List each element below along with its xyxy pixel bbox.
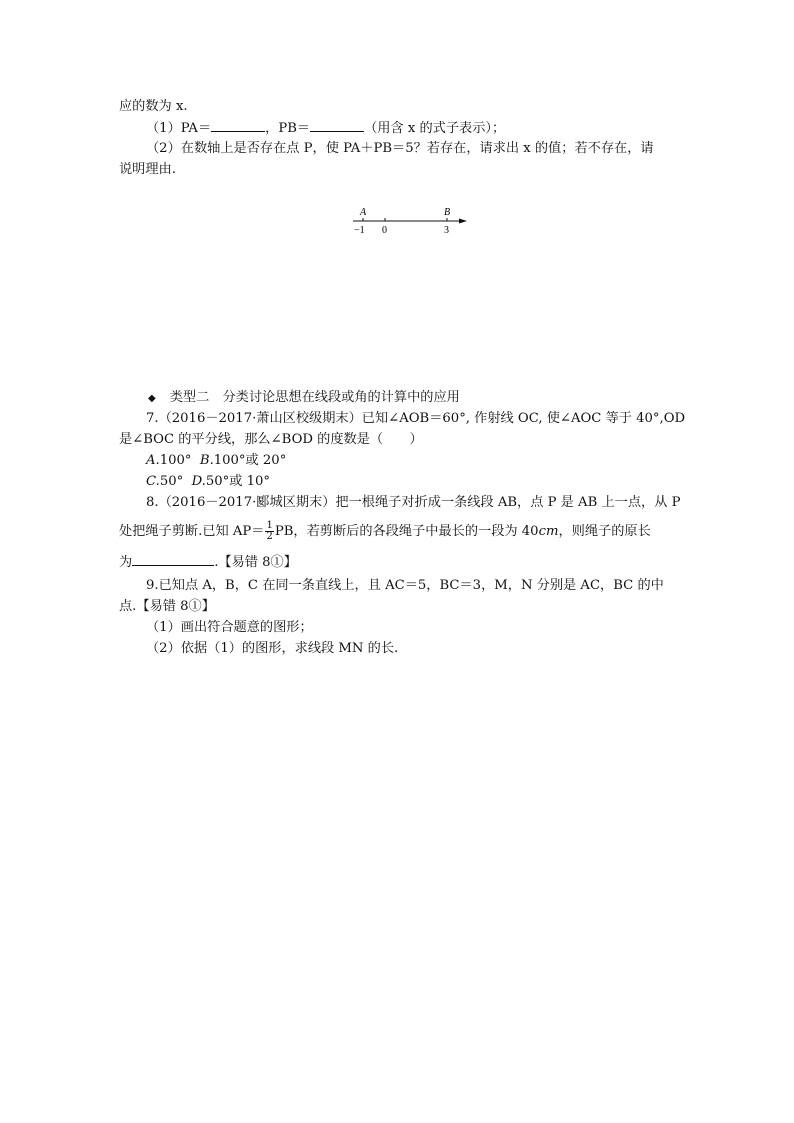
q8-line2-suffix-b: ，则绳子的原长 <box>558 524 651 539</box>
q9-part1: （1）画出符合题意的图形； <box>146 620 313 635</box>
q9-line1: 9.已知点 A，B，C 在同一条直线上，且 AC＝5，BC＝3，M，N 分别是 AC，BC 的中 <box>146 578 664 593</box>
q6-intro: 应的数为 x. <box>119 99 188 114</box>
q6-part2-line1: （2）在数轴上是否存在点 P，使 PA＋PB＝5？若存在，请求出 x 的值；若不存在，请 <box>146 141 654 156</box>
option-b[interactable]: 100°或 20° <box>213 453 287 468</box>
q8-line3 <box>119 553 297 572</box>
q7-options-cd <box>146 473 270 491</box>
q8-line3-prefix: 为 <box>119 555 133 570</box>
q6-part1-suffix: （用含 x 的式子表示）； <box>364 121 506 136</box>
q9-line2: 点.【易错 8①】 <box>119 599 215 614</box>
answer-blank-rope-length[interactable] <box>132 553 214 566</box>
tick-label-minus-one: −1 <box>354 225 365 236</box>
point-a-label: A <box>360 207 367 218</box>
answer-blank-pa[interactable] <box>211 119 265 132</box>
option-d-letter: D. <box>191 474 206 489</box>
q9-part2: （2）依据（1）的图形，求线段 MN 的长. <box>146 641 399 656</box>
option-c[interactable]: 50° <box>159 474 184 489</box>
option-b-letter: B. <box>199 453 214 468</box>
q7-line2: 是∠BOC 的平分线，那么∠BOD 的度数是（ ） <box>119 432 423 447</box>
q6-part2-line2: 说明理由. <box>119 162 176 177</box>
tick-label-three: 3 <box>444 225 449 236</box>
fraction-one-half <box>265 521 273 542</box>
tick-label-zero: 0 <box>382 225 387 236</box>
section-title: 类型二 分类讨论思想在线段或角的计算中的应用 <box>169 390 460 405</box>
unit-cm: cm <box>538 524 559 539</box>
number-line-figure <box>345 200 475 240</box>
q7-line1: 7.（2016－2017·萧山区校级期末）已知∠AOB＝60°, 作射线 OC, 使∠AOC 等于 40°,OD <box>146 411 686 426</box>
option-d[interactable]: 50°或 10° <box>205 474 271 489</box>
point-b-label: B <box>444 207 451 218</box>
q8-line2-prefix: 处把绳子剪断.已知 AP＝ <box>119 524 265 539</box>
q6-part1 <box>146 119 505 138</box>
option-a-letter: A. <box>146 453 160 468</box>
fraction-numerator: 1 <box>266 520 273 531</box>
section-heading <box>148 389 460 408</box>
q6-part1-mid: ，PB＝ <box>265 121 311 136</box>
q8-line2-suffix-a: PB，若剪断后的各段绳子中最长的一段为 40 <box>274 524 539 539</box>
fraction-denominator: 2 <box>266 531 273 542</box>
option-c-letter: C. <box>146 474 160 489</box>
q8-line1: 8.（2016－2017·郾城区期末）把一根绳子对折成一条线段 AB，点 P 是 AB 上一点，从 P <box>146 495 681 510</box>
diamond-bullet-icon: ◆ <box>148 393 156 404</box>
option-a[interactable]: 100° <box>159 453 192 468</box>
q8-line2 <box>119 520 651 544</box>
q7-options-ab <box>146 452 286 470</box>
number-line-arrow <box>459 219 467 224</box>
answer-blank-pb[interactable] <box>310 119 364 132</box>
q6-part1-prefix: （1）PA＝ <box>146 121 212 136</box>
q8-line3-suffix: .【易错 8①】 <box>214 555 297 570</box>
